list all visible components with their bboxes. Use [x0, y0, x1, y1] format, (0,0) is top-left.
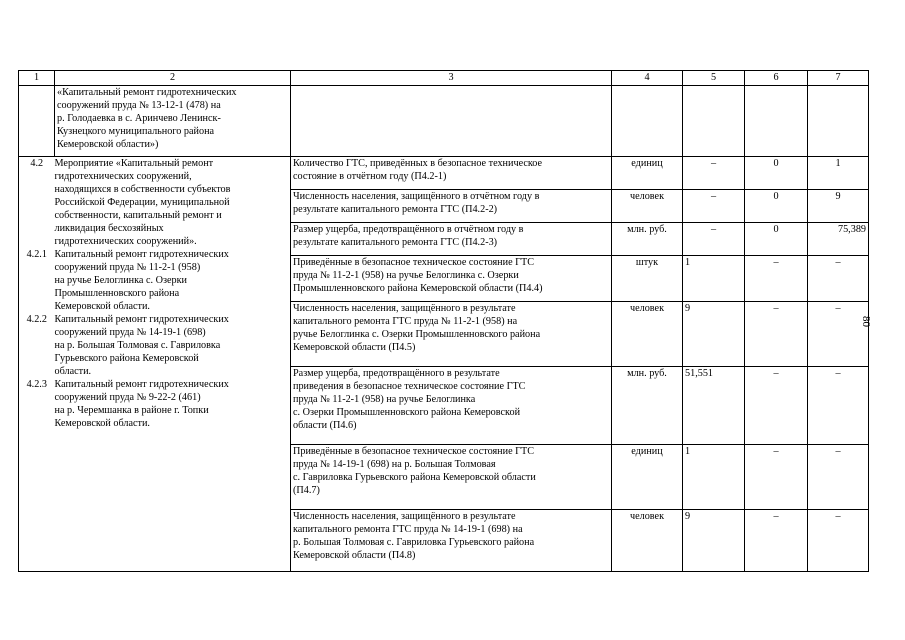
- indicator-line: состояние в отчётном году (П4.2-1): [293, 171, 447, 182]
- value-cell-c5: –: [683, 190, 745, 223]
- spacer: [19, 326, 55, 339]
- indicator-line: Кемеровской области (П4.5): [293, 342, 416, 353]
- empty-cell: [683, 86, 745, 157]
- value-cell-c5: 1: [683, 445, 745, 510]
- indicator-line: Численность населения, защищённого в результате: [293, 303, 516, 314]
- column-number-cell: 3: [291, 71, 612, 86]
- value-cell-c6: –: [745, 510, 808, 572]
- page-number: 80: [860, 316, 872, 327]
- empty-cell: [612, 86, 683, 157]
- indicator-line: Приведённые в безопасное техническое состояние ГТС: [293, 257, 535, 268]
- indicator-line: пруда № 11-2-1 (958) на ручье Белоглинка с. Озерки: [293, 270, 519, 281]
- spacer: [19, 339, 55, 352]
- unit-cell: единиц: [612, 445, 683, 510]
- spacer: [19, 183, 55, 196]
- value-cell-c7: –: [808, 367, 869, 445]
- unit-cell: человек: [612, 190, 683, 223]
- spacer: [19, 287, 55, 300]
- column-number-cell: 5: [683, 71, 745, 86]
- continuation-text: [55, 86, 291, 157]
- column-number-cell: 2: [55, 71, 291, 86]
- indicator-name: [291, 510, 612, 572]
- activity-line: ликвидация бесхозяйных: [54, 223, 164, 234]
- activity-number: 4.2: [30, 158, 44, 169]
- subactivity-number: 4.2.2: [26, 314, 47, 325]
- indicator-row: [19, 157, 869, 190]
- spacer: [19, 417, 55, 430]
- subactivity-line: сооружений пруда № 14-19-1 (698): [54, 327, 206, 338]
- value-cell-c5: 51,551: [683, 367, 745, 445]
- continuation-line: Кузнецкого муниципального района: [57, 126, 215, 137]
- activity-description: [55, 157, 291, 572]
- value-cell-c7: –: [808, 510, 869, 572]
- indicator-line: капитального ремонта ГТС пруда № 14-19-1 (698) на: [293, 524, 523, 535]
- value-cell-c7: –: [808, 445, 869, 510]
- subactivity-line: Капитальный ремонт гидротехнических: [54, 379, 229, 390]
- subactivity-number: 4.2.1: [26, 249, 47, 260]
- column-number-cell: 6: [745, 71, 808, 86]
- subactivity-line: Кемеровской области.: [54, 418, 150, 429]
- indicator-name: [291, 445, 612, 510]
- activity-line: находящихся в собственности субъектов: [54, 184, 231, 195]
- indicator-line: Размер ущерба, предотвращённого в результате: [293, 368, 500, 379]
- value-cell-c5: 1: [683, 256, 745, 302]
- unit-cell: млн. руб.: [612, 223, 683, 256]
- value-cell-c6: 0: [745, 223, 808, 256]
- value-cell-c5: –: [683, 157, 745, 190]
- indicator-line: (П4.7): [293, 485, 320, 496]
- activity-line: гидротехнических сооружений,: [54, 171, 192, 182]
- subactivity-line: Капитальный ремонт гидротехнических: [54, 249, 229, 260]
- indicator-name: [291, 223, 612, 256]
- spacer: [19, 391, 55, 404]
- continuation-line: «Капитальный ремонт гидротехнических: [57, 87, 237, 98]
- empty-cell: [19, 86, 55, 157]
- subactivity-line: Кемеровской области.: [54, 301, 150, 312]
- value-cell-c6: –: [745, 367, 808, 445]
- value-cell-c5: 9: [683, 510, 745, 572]
- unit-cell: человек: [612, 510, 683, 572]
- indicator-table: [18, 70, 869, 572]
- value-cell-c7: 1: [808, 157, 869, 190]
- value-cell-c5: –: [683, 223, 745, 256]
- column-number-cell: 4: [612, 71, 683, 86]
- spacer: [19, 209, 55, 222]
- indicator-line: Размер ущерба, предотвращённого в отчётном году в: [293, 224, 524, 235]
- indicator-line: области (П4.6): [293, 420, 357, 431]
- subactivity-line: Гурьевского района Кемеровской: [54, 353, 199, 364]
- subactivity-line: на ручье Белоглинка с. Озерки: [54, 275, 187, 286]
- value-cell-c5: 9: [683, 302, 745, 367]
- activity-line: Российской Федерации, муниципальной: [54, 197, 230, 208]
- value-cell-c6: –: [745, 302, 808, 367]
- spacer: [19, 222, 55, 235]
- indicator-name: [291, 302, 612, 367]
- indicator-line: результате капитального ремонта ГТС (П4.2-2): [293, 204, 498, 215]
- spacer: [19, 352, 55, 365]
- value-cell-c7: 9: [808, 190, 869, 223]
- value-cell-c6: 0: [745, 157, 808, 190]
- continuation-line: Кемеровской области»): [57, 139, 159, 150]
- unit-cell: единиц: [612, 157, 683, 190]
- spacer: [19, 235, 55, 248]
- column-number-cell: 1: [19, 71, 55, 86]
- empty-cell: [808, 86, 869, 157]
- indicator-line: Кемеровской области (П4.8): [293, 550, 416, 561]
- spacer: [19, 365, 55, 378]
- indicator-name: [291, 367, 612, 445]
- indicator-line: Количество ГТС, приведённых в безопасное техническое: [293, 158, 543, 169]
- spacer: [19, 274, 55, 287]
- subactivity-number: 4.2.3: [26, 379, 47, 390]
- indicator-line: Приведённые в безопасное техническое состояние ГТС: [293, 446, 535, 457]
- indicator-line: Численность населения, защищённого в результате: [293, 511, 516, 522]
- empty-cell: [745, 86, 808, 157]
- indicator-line: результате капитального ремонта ГТС (П4.2-3): [293, 237, 498, 248]
- spacer: [19, 196, 55, 209]
- subactivity-line: Капитальный ремонт гидротехнических: [54, 314, 229, 325]
- unit-cell: млн. руб.: [612, 367, 683, 445]
- value-cell-c6: –: [745, 256, 808, 302]
- indicator-line: Промышленновского района Кемеровской области (П4.4): [293, 283, 543, 294]
- indicator-line: с. Озерки Промышленновского района Кемеровской: [293, 407, 521, 418]
- subactivity-line: Промышленновского района: [54, 288, 180, 299]
- subactivity-line: области.: [54, 366, 92, 377]
- indicator-line: пруда № 14-19-1 (698) на р. Большая Толмовая: [293, 459, 496, 470]
- continuation-line: сооружений пруда № 13-12-1 (478) на: [57, 100, 221, 111]
- empty-cell: [291, 86, 612, 157]
- value-cell-c7: –: [808, 256, 869, 302]
- subactivity-line: на р. Черемшанка в районе г. Топки: [54, 405, 209, 416]
- activity-line: Мероприятие «Капитальный ремонт: [54, 158, 214, 169]
- indicator-line: с. Гавриловка Гурьевского района Кемеровской области: [293, 472, 536, 483]
- value-cell-c7: –: [808, 302, 869, 367]
- indicator-line: приведения в безопасное техническое состояние ГТС: [293, 381, 526, 392]
- continuation-row: [19, 86, 869, 157]
- indicator-line: р. Большая Толмовая с. Гавриловка Гурьевского района: [293, 537, 535, 548]
- indicator-line: ручье Белоглинка с. Озерки Промышленновского района: [293, 329, 541, 340]
- column-number-cell: 7: [808, 71, 869, 86]
- indicator-name: [291, 157, 612, 190]
- indicator-name: [291, 190, 612, 223]
- value-cell-c6: 0: [745, 190, 808, 223]
- column-number-row: [19, 71, 869, 86]
- value-cell-c7: 75,389: [808, 223, 869, 256]
- subactivity-line: сооружений пруда № 11-2-1 (958): [54, 262, 201, 273]
- activity-line: гидротехнических сооружений».: [54, 236, 197, 247]
- unit-cell: штук: [612, 256, 683, 302]
- indicator-line: капитального ремонта ГТС пруда № 11-2-1 (958) на: [293, 316, 518, 327]
- unit-cell: человек: [612, 302, 683, 367]
- spacer: [19, 261, 55, 274]
- indicator-line: Численность населения, защищённого в отчётном году в: [293, 191, 540, 202]
- value-cell-c6: –: [745, 445, 808, 510]
- spacer: [19, 404, 55, 417]
- spacer: [19, 300, 55, 313]
- continuation-line: р. Голодаевка в с. Аринчево Ленинск-: [57, 113, 221, 124]
- subactivity-line: на р. Большая Толмовая с. Гавриловка: [54, 340, 221, 351]
- indicator-line: пруда № 11-2-1 (958) на ручье Белоглинка: [293, 394, 476, 405]
- subactivity-line: сооружений пруда № 9-22-2 (461): [54, 392, 201, 403]
- activity-line: собственности, капитальный ремонт и: [54, 210, 222, 221]
- activity-number-column: [19, 157, 55, 572]
- spacer: [19, 170, 55, 183]
- indicator-name: [291, 256, 612, 302]
